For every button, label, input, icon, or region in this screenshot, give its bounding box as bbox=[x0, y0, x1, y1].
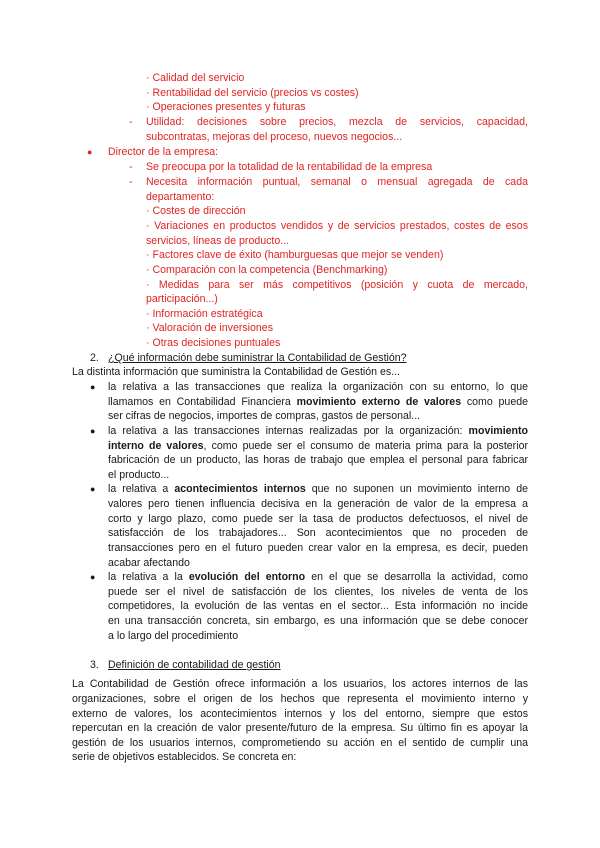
bullet-icon: ● bbox=[90, 382, 96, 392]
bullet-icon: ● bbox=[87, 147, 93, 157]
section3-heading: Definición de contabilidad de gestión bbox=[108, 659, 281, 671]
b3-line4: satisfacción de los trabajadores... Son acontecimientos que no proceden de bbox=[108, 527, 528, 539]
bullet-icon: ● bbox=[90, 484, 96, 494]
bullet-icon: ● bbox=[90, 572, 96, 582]
section2-number: 2. bbox=[90, 352, 99, 364]
b4-line5: a lo largo del procedimiento bbox=[108, 630, 239, 642]
b3-line1: la relativa a acontecimientos internos que no suponen un movimiento interno de bbox=[108, 483, 528, 495]
director-item: · Factores clave de éxito (hamburguesas que mejor se venden) bbox=[146, 249, 444, 261]
top-item-operaciones: · Operaciones presentes y futuras bbox=[146, 101, 306, 113]
section3-number: 3. bbox=[90, 659, 99, 671]
b2-line2: interno de valores, como puede ser el consumo de materia prima para la posterior bbox=[108, 440, 528, 452]
section3-line5: gestión de los usuarios internos, comprometiendo su acción en el sentido de cumplir una bbox=[72, 737, 528, 749]
director-title: Director de la empresa: bbox=[108, 146, 219, 158]
section3-line2: organizaciones, sobre el origen de los hechos que representa el movimiento interno y bbox=[72, 693, 528, 705]
dash-marker: - bbox=[129, 161, 133, 173]
top-item-rentabilidad: · Rentabilidad del servicio (precios vs costes) bbox=[146, 87, 359, 99]
b2-line1: la relativa a las transacciones internas realizadas por la organización: movimiento bbox=[108, 425, 528, 437]
director-item: participación...) bbox=[146, 293, 218, 305]
section3-line3: externo de valores, los acontecimientos internos y los del entorno, siempre que estos bbox=[72, 708, 528, 720]
utilidad-line1: Utilidad: decisiones sobre precios, mezcla de servicios, capacidad, bbox=[146, 116, 528, 128]
b4-line1: la relativa a la evolución del entorno en el que se desarrolla la actividad, como bbox=[108, 571, 528, 583]
b1-line1: la relativa a las transacciones que realiza la organización con su entorno, lo que bbox=[108, 381, 528, 393]
section2-intro: La distinta información que suministra la Contabilidad de Gestión es... bbox=[72, 366, 400, 378]
director-item: · Variaciones en productos vendidos y de servicios prestados, costes de esos bbox=[146, 220, 528, 232]
b4-line2: puede ser el nivel de satisfacción de los clientes, los niveles de venta de los bbox=[108, 586, 528, 598]
b3-line2: valores pero tienen influencia decisiva en la generación de valor de la empresa a bbox=[108, 498, 528, 510]
top-item-calidad: · Calidad del servicio bbox=[146, 72, 245, 84]
director-d2-line1: Necesita información puntual, semanal o mensual agregada de cada bbox=[146, 176, 528, 188]
director-d2-line2: departamento: bbox=[146, 191, 215, 203]
dash-marker: - bbox=[129, 176, 133, 188]
director-d1: Se preocupa por la totalidad de la rentabilidad de la empresa bbox=[146, 161, 433, 173]
director-item: · Valoración de inversiones bbox=[146, 322, 273, 334]
b3-line3: corto y largo plazo, como puede ser la tasa de productos defectuosos, el nivel de bbox=[108, 513, 528, 525]
b1-line2: llamamos en Contabilidad Financiera movimiento externo de valores como puede bbox=[108, 396, 529, 408]
b3-line5: transacciones pero en el futuro pueden crear valor en la empresa, es decir, pueden bbox=[108, 542, 528, 554]
section3-line6: serie de objetivos establecidos. Se concreta en: bbox=[72, 751, 297, 763]
director-item: · Comparación con la competencia (Benchmarking) bbox=[146, 264, 388, 276]
director-item: · Información estratégica bbox=[146, 308, 263, 320]
section2-heading: ¿Qué información debe suministrar la Contabilidad de Gestión? bbox=[108, 352, 407, 364]
b2-line4: el producto... bbox=[108, 469, 170, 481]
director-item: servicios, líneas de producto... bbox=[146, 235, 290, 247]
dash-marker: - bbox=[129, 116, 133, 128]
b4-line3: competidores, la evolución de las ventas en el sector... Esta información no incide bbox=[108, 600, 528, 612]
b1-line3: ser cifras de negocios, importes de compras, gastos de personal... bbox=[108, 410, 421, 422]
b2-line3: fabricación de un producto, las horas de trabajo que emplea el personal para fabricar bbox=[108, 454, 528, 466]
director-item: · Costes de dirección bbox=[146, 205, 246, 217]
b4-line4: en una transacción concreta, sin embargo, es una información que se debe conocer bbox=[108, 615, 528, 627]
director-item: · Otras decisiones puntuales bbox=[146, 337, 281, 349]
director-item: · Medidas para ser más competitivos (posición y cuota de mercado, bbox=[146, 279, 528, 291]
utilidad-line2: subcontratas, mejoras del proceso, nuevos negocios... bbox=[146, 131, 403, 143]
section3-line1: La Contabilidad de Gestión ofrece información a los usuarios, los actores internos de las bbox=[72, 678, 528, 690]
b3-line6: acabar afectando bbox=[108, 557, 190, 569]
bullet-icon: ● bbox=[90, 426, 96, 436]
section3-line4: repercutan en la creación de valor presente/futuro de la empresa. Su último fin es apoyar la bbox=[72, 722, 528, 734]
